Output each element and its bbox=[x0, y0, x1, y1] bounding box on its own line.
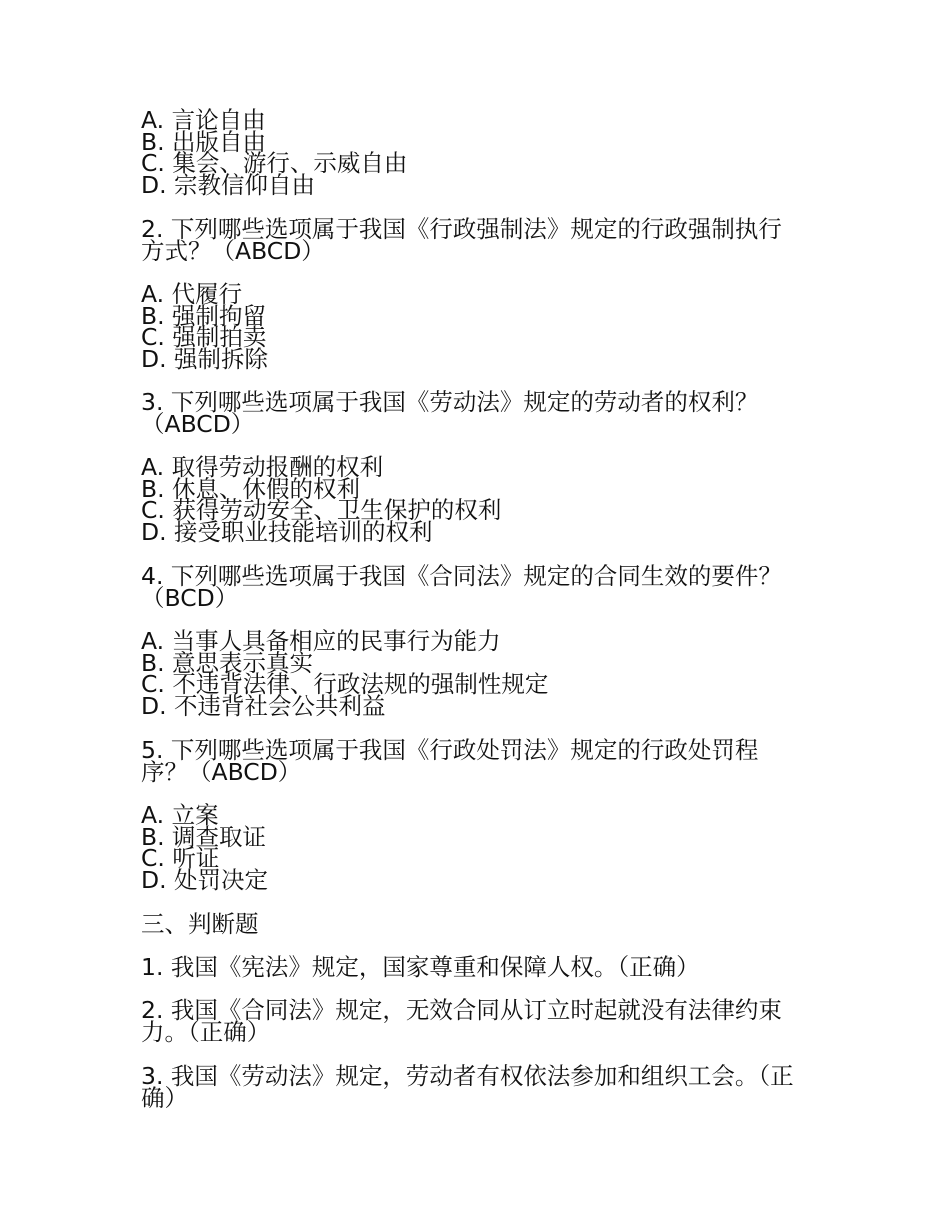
q5-options bbox=[141, 801, 801, 894]
q2-option-b: B. 强制拘留 bbox=[141, 301, 267, 330]
q2-option-d: D. 强制拆除 bbox=[141, 344, 269, 373]
q4-option-b: B. 意思表示真实 bbox=[141, 648, 314, 677]
q2-option-c: C. 强制拍卖 bbox=[141, 323, 267, 352]
q3-question: 3. 下列哪些选项属于我国《劳动法》规定的劳动者的权利？（ABCD） bbox=[141, 388, 759, 438]
section-heading: 三、判断题 bbox=[141, 910, 259, 938]
q1-option-b: B. 出版自由 bbox=[141, 127, 267, 156]
q4-options bbox=[141, 627, 801, 720]
judgment-item-2: 2. 我国《合同法》规定，无效合同从订立时起就没有法律约束力。（正确） bbox=[141, 996, 782, 1046]
q1-option-d: D. 宗教信仰自由 bbox=[141, 170, 316, 199]
judgment-item-1: 1. 我国《宪法》规定，国家尊重和保障人权。（正确） bbox=[141, 953, 700, 981]
q5-question: 5. 下列哪些选项属于我国《行政处罚法》规定的行政处罚程序？（ABCD） bbox=[141, 736, 759, 786]
q4-option-a: A. 当事人具备相应的民事行为能力 bbox=[141, 627, 501, 655]
q1-option-c: C. 集会、游行、示威自由 bbox=[141, 149, 408, 178]
judgment-item-3: 3. 我国《劳动法》规定，劳动者有权依法参加和组织工会。（正确） bbox=[141, 1062, 794, 1112]
q2-option-a: A. 代履行 bbox=[141, 280, 243, 308]
q5-option-c: C. 听证 bbox=[141, 844, 220, 873]
q1-option-a: A. 言论自由 bbox=[141, 106, 266, 134]
q4-question: 4. 下列哪些选项属于我国《合同法》规定的合同生效的要件？（BCD） bbox=[141, 562, 782, 612]
q5-option-a: A. 立案 bbox=[141, 801, 219, 829]
q1-options bbox=[141, 106, 801, 199]
q5-option-d: D. 处罚决定 bbox=[141, 865, 269, 894]
q2-question: 2. 下列哪些选项属于我国《行政强制法》规定的行政强制执行方式？（ABCD） bbox=[141, 215, 782, 265]
q3-option-a: A. 取得劳动报酬的权利 bbox=[141, 453, 384, 481]
q2-options bbox=[141, 280, 801, 373]
q5-option-b: B. 调查取证 bbox=[141, 822, 267, 851]
q4-option-d: D. 不违背社会公共利益 bbox=[141, 691, 386, 720]
q3-option-b: B. 休息、休假的权利 bbox=[141, 474, 361, 503]
q3-option-d: D. 接受职业技能培训的权利 bbox=[141, 517, 433, 546]
q4-option-c: C. 不违背法律、行政法规的强制性规定 bbox=[141, 670, 549, 699]
q3-options bbox=[141, 453, 801, 546]
q3-option-c: C. 获得劳动安全、卫生保护的权利 bbox=[141, 496, 502, 525]
